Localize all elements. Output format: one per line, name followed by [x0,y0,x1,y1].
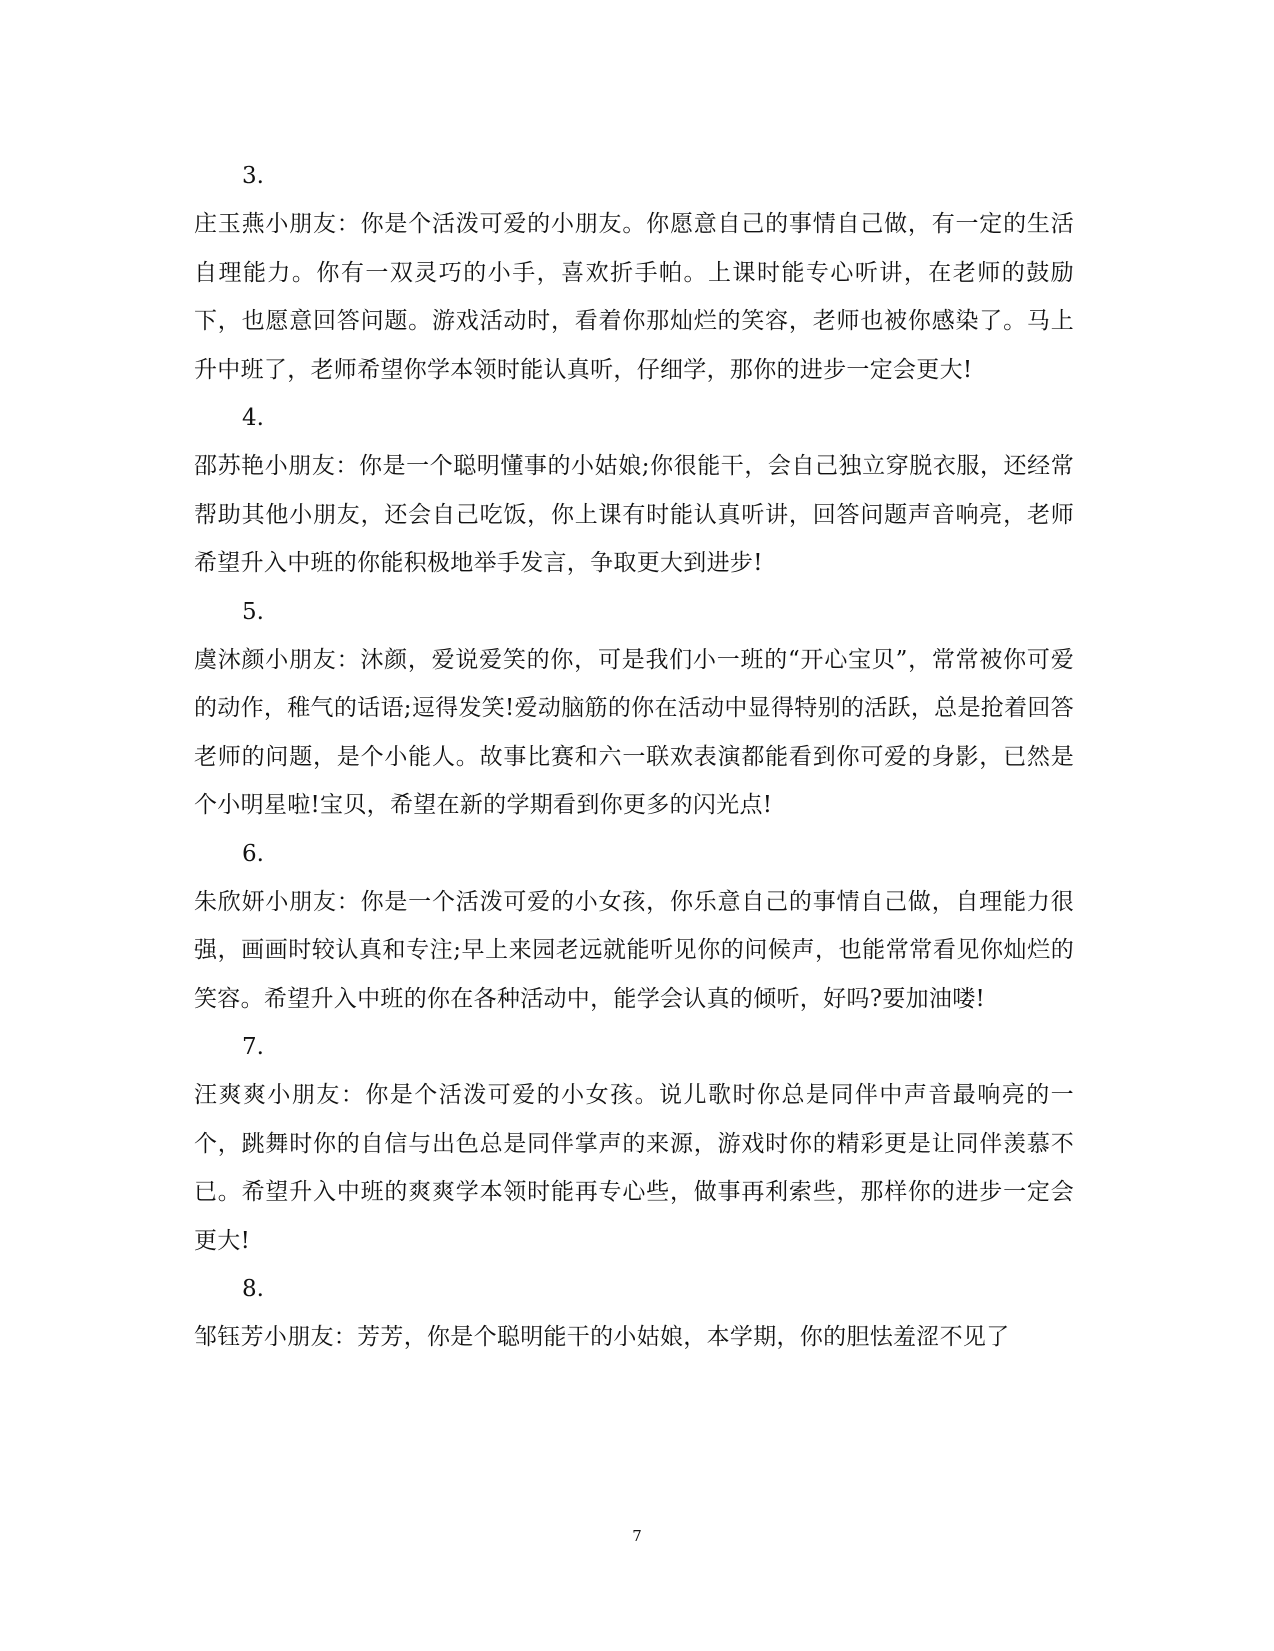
page-number: 7 [632,1527,642,1545]
entry-3 [194,152,1074,394]
entry-number: 6. [242,840,264,867]
entry-8 [194,1265,1074,1362]
entry-paragraph: 邹钰芳小朋友：芳芳，你是个聪明能干的小姑娘，本学期，你的胆怯羞涩不见了 [194,1324,1010,1350]
entry-paragraph: 朱欣妍小朋友：你是一个活泼可爱的小女孩，你乐意自己的事情自己做，自理能力很强，画画时较认真和专注;早上来园老远就能听见你的问候声，也能常常看见你灿烂的笑容。希望升入中班的你在各种活动中，能学会认真的倾听，好吗?要加油喽! [194,888,1074,1012]
entry-paragraph: 庄玉燕小朋友：你是个活泼可爱的小朋友。你愿意自己的事情自己做，有一定的生活自理能力。你有一双灵巧的小手，喜欢折手帕。上课时能专心听讲，在老师的鼓励下，也愿意回答问题。游戏活动时，看着你那灿烂的笑容，老师也被你感染了。马上升中班了，老师希望你学本领时能认真听，仔细学，那你的进步一定会更大! [194,211,1074,383]
entry-paragraph: 邵苏艳小朋友：你是一个聪明懂事的小姑娘;你很能干，会自己独立穿脱衣服，还经常帮助其他小朋友，还会自己吃饭，你上课有时能认真听讲，回答问题声音响亮，老师希望升入中班的你能积极地举手发言，争取更大到进步! [194,453,1074,576]
entry-number: 7. [242,1034,264,1060]
entry-number: 5. [242,598,264,625]
entry-paragraph: 汪爽爽小朋友：你是个活泼可爱的小女孩。说儿歌时你总是同伴中声音最响亮的一个，跳舞时你的自信与出色总是同伴掌声的来源，游戏时你的精彩更是让同伴羡慕不已。希望升入中班的爽爽学本领时能再专心些，做事再利索些，那样你的进步一定会更大! [194,1082,1074,1254]
entry-number: 4. [242,405,264,431]
entry-5 [194,588,1074,830]
document-body [194,152,1074,1362]
entry-number: 3. [242,163,264,189]
entry-paragraph: 虞沐颜小朋友：沐颜，爱说爱笑的你，可是我们小一班的“开心宝贝”，常常被你可爱的动作，稚气的话语;逗得发笑!爱动脑筋的你在活动中显得特别的活跃，总是抢着回答老师的问题，是个小能人。故事比赛和六一联欢表演都能看到你可爱的身影，已然是个小明星啦!宝贝，希望在新的学期看到你更多的闪光点! [194,646,1074,818]
entry-number: 8. [242,1276,264,1302]
entry-7 [194,1023,1074,1265]
entry-6 [194,830,1074,1024]
entry-4 [194,394,1074,588]
